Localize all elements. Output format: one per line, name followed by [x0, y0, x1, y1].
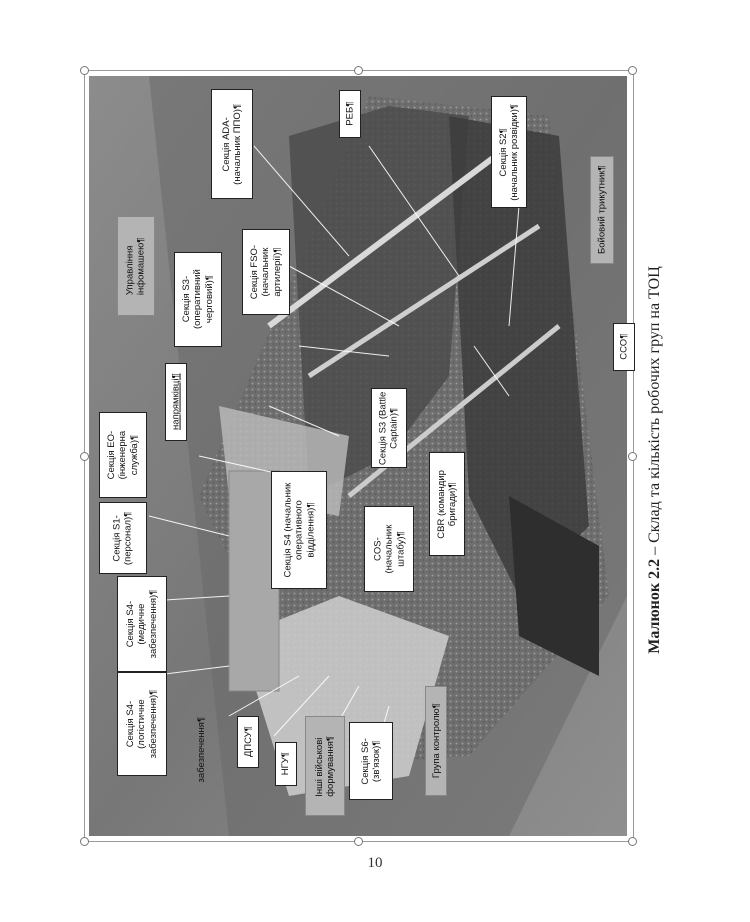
toc-photo [89, 76, 630, 836]
label-s3op: Секція S3- (оперативний черговий)¶ [174, 252, 222, 347]
label-ngu: НГУ¶ [275, 742, 297, 786]
label-fso: Секція FSO- (начальник артилерії)¶ [242, 229, 290, 315]
label-boy: Бойовий трикутник¶ [590, 156, 614, 264]
label-sso: ССО¶ [613, 323, 635, 371]
resize-handle-top-right[interactable] [628, 66, 637, 75]
label-upr: Управління інфомашею¶ [117, 216, 155, 316]
resize-handle-middle-left[interactable] [80, 452, 89, 461]
resize-handle-top-middle[interactable] [354, 66, 363, 75]
label-dpsu: ДПСУ¶ [237, 716, 259, 768]
label-s1: Секція S1- (персонал)¶ [99, 502, 147, 574]
label-grupa: Група контролю¶ [425, 686, 447, 796]
label-zab: забезпечення¶ [196, 717, 208, 783]
label-s3bc: Секція S3 (Battle Captain)¶ [371, 388, 407, 468]
resize-handle-bottom-right[interactable] [628, 837, 637, 846]
label-reb: РЕБ¶ [339, 90, 361, 138]
label-ada: Секція ADA- (начальник ППО)¶ [211, 89, 253, 199]
resize-handle-bottom-middle[interactable] [354, 837, 363, 846]
caption-number: Малюнок 2.2 [646, 558, 663, 654]
label-s4op: Секція S4 (начальник оперативного відділення)¶ [271, 471, 327, 589]
label-s2: Секція S2¶ (начальник розвідки)¶ [491, 96, 527, 208]
label-inshi: Інші військові формування¶ [305, 716, 345, 816]
label-napr: напрямківці¶ [165, 363, 187, 441]
resize-handle-bottom-left[interactable] [80, 837, 89, 846]
label-s6: Секція S6- (зв'язок)¶ [349, 722, 393, 800]
label-s4log: Секція S4- (логістичне забезпечення)¶ [117, 672, 167, 776]
page-number: 10 [367, 855, 383, 871]
resize-handle-top-left[interactable] [80, 66, 89, 75]
figure-caption [632, 110, 678, 810]
label-cos: COS- (начальник штабу)¶ [364, 506, 414, 592]
label-s4med: Секція S4- (медичне забезпечення)¶ [117, 576, 167, 672]
label-cbr: CBR (командир бригади)¶ [429, 452, 465, 556]
label-eo: Секція EO- (інженерна служба)¶ [99, 412, 147, 498]
caption-text: – Склад та кількість робочих груп на ТОЦ [646, 266, 663, 559]
